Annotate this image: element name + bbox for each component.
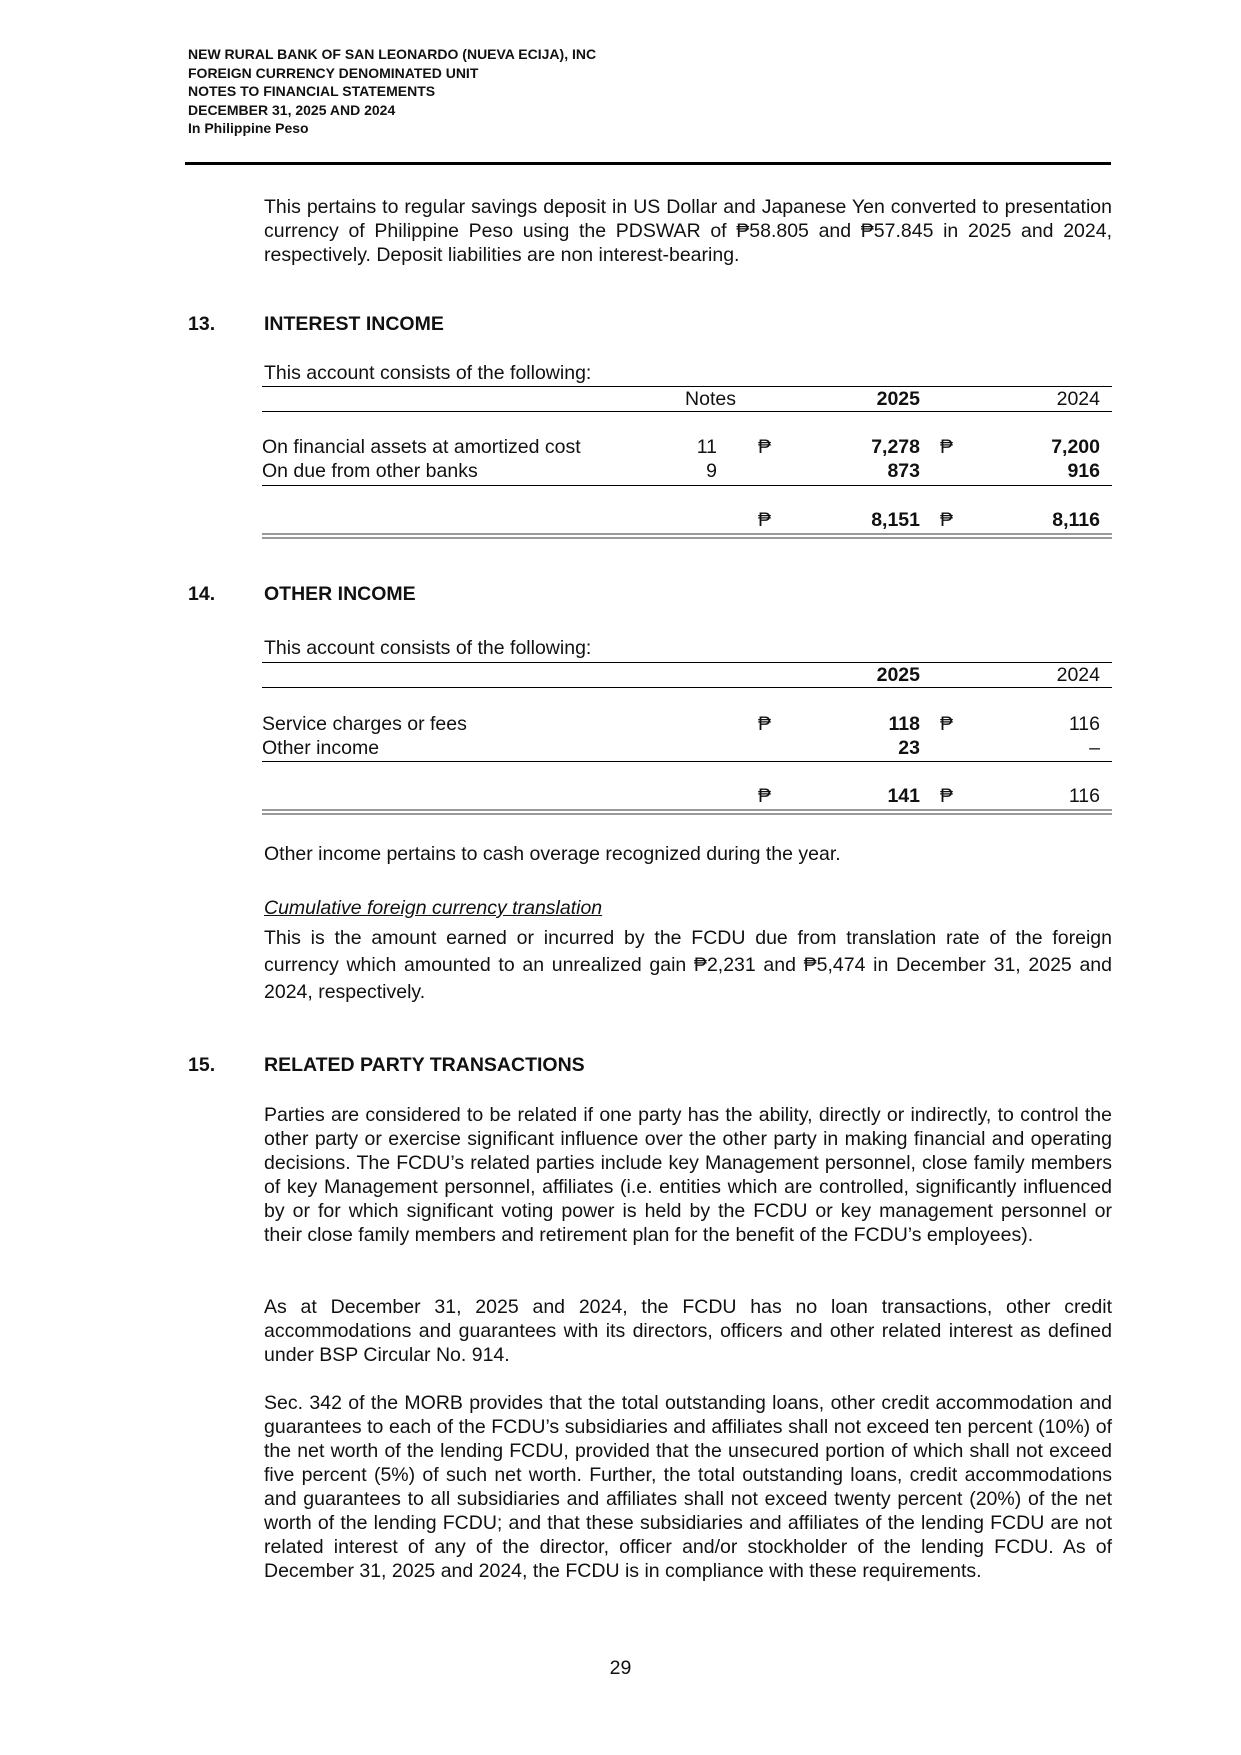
row-value-2024: – [1089,737,1100,759]
loan-transactions-paragraph: As at December 31, 2025 and 2024, the FCDU has no loan transactions, other credit accommodations and guarantees with its directors, officers and other related interest as defined under BSP Circular No. 914. [264,1296,1112,1366]
peso-sign: ₱ [758,436,772,458]
table-13-total-rule-2 [262,537,1112,539]
peso-sign: ₱ [940,785,954,807]
section-13-number: 13. [188,313,216,335]
row-value-2025: 873 [887,460,920,482]
table-14-2024-header: 2024 [1056,664,1100,686]
section-15-title: RELATED PARTY TRANSACTIONS [264,1054,585,1076]
table-14-subtotal-rule [262,761,1112,762]
total-2024: 8,116 [1052,509,1100,531]
row-label: Service charges or fees [262,713,467,735]
table-14-header-rule [262,687,1112,688]
table-14-total-rule-2 [262,813,1112,815]
total-2025: 141 [887,785,920,807]
deposit-paragraph: This pertains to regular savings deposit in US Dollar and Japanese Yen converted to presentation currency of Philippine Peso using the PDSWAR of ₱58.805 and ₱57.845 in 2025 and 2024, respectively. Deposit liabilities are non interest-bearing. [264,196,1112,266]
cumulative-translation-subheading: Cumulative foreign currency translation [264,897,603,919]
section-15-number: 15. [188,1054,216,1076]
row-value-2025: 118 [888,713,920,735]
row-value-2025: 23 [898,737,920,759]
section-14-title: OTHER INCOME [264,583,416,605]
table-14-top-rule [262,662,1112,663]
row-value-2024: 7,200 [1051,436,1100,458]
peso-sign: ₱ [940,713,954,735]
report-date: DECEMBER 31, 2025 AND 2024 [188,101,396,118]
table-13-2024-header: 2024 [1056,388,1100,410]
related-party-definition-paragraph: Parties are considered to be related if one party has the ability, directly or indirectly, to control the other party or exercise significant influence over the other party in making financial and operating decisions. The FCDU’s related parties include key Management personnel, close family members of key Management personnel, affiliates (i.e. entities which are controlled, significantly influenced by or for which significant voting power is held by the FCDU or key management personnel or their close family members and retirement plan for the benefit of the FCDU’s employees). [264,1104,1112,1246]
table-13-total-rule-1 [262,533,1112,535]
section-13-intro: This account consists of the following: [264,362,592,384]
table-13-subtotal-rule [262,485,1112,486]
peso-sign: ₱ [758,785,772,807]
cumulative-translation-paragraph: This is the amount earned or incurred by the FCDU due from translation rate of the foreign currency which amounted to an unrealized gain ₱2,231 and ₱5,474 in December 31, 2025 and 2024, respectively. [264,927,1112,1003]
morb-compliance-paragraph: Sec. 342 of the MORB provides that the total outstanding loans, other credit accommodation and guarantees to each of the FCDU’s subsidiaries and affiliates shall not exceed ten percent (10%) of the net worth of the lending FCDU, provided that the unsecured portion of which shall not exceed five percent (5%) of such net worth. Further, the total outstanding loans, credit accommodations and guarantees to all subsidiaries and affiliates shall not exceed twenty percent (20%) of the net worth of the lending FCDU; and that these subsidiaries and affiliates of the lending FCDU are not related interest of any of the director, officer and/or stockholder of the lending FCDU. As of December 31, 2025 and 2024, the FCDU is in compliance with these requirements. [264,1392,1112,1582]
row-label: On financial assets at amortized cost [262,436,581,458]
document-header [188,45,596,138]
section-13-title: INTEREST INCOME [264,313,444,335]
table-13-notes-header: Notes [685,388,736,410]
bank-name: NEW RURAL BANK OF SAN LEONARDO (NUEVA ECIJA), INC [188,46,597,62]
row-label: On due from other banks [262,460,478,482]
total-2025: 8,151 [871,509,920,531]
unit-name: FOREIGN CURRENCY DENOMINATED UNIT [188,64,479,81]
currency-note: In Philippine Peso [188,120,309,136]
table-14-2025-header: 2025 [876,664,920,686]
total-2024: 116 [1068,785,1100,807]
table-14-total-rule-1 [262,809,1112,811]
row-note: 11 [696,436,717,458]
peso-sign: ₱ [758,509,772,531]
table-13-top-rule [262,386,1112,387]
peso-sign: ₱ [940,509,954,531]
row-label: Other income [262,737,380,759]
document-title: NOTES TO FINANCIAL STATEMENTS [188,83,436,99]
page-number: 29 [609,1657,632,1679]
header-divider [185,162,1111,165]
other-income-note: Other income pertains to cash overage recognized during the year. [264,843,841,865]
table-13-2025-header: 2025 [876,388,920,410]
table-13-header-rule [262,411,1112,412]
section-14-intro: This account consists of the following: [264,637,592,659]
peso-sign: ₱ [940,436,954,458]
row-value-2024: 916 [1067,460,1100,482]
row-note: 9 [706,460,717,482]
section-14-number: 14. [188,583,216,605]
row-value-2025: 7,278 [871,436,920,458]
peso-sign: ₱ [758,713,772,735]
row-value-2024: 116 [1068,713,1100,735]
